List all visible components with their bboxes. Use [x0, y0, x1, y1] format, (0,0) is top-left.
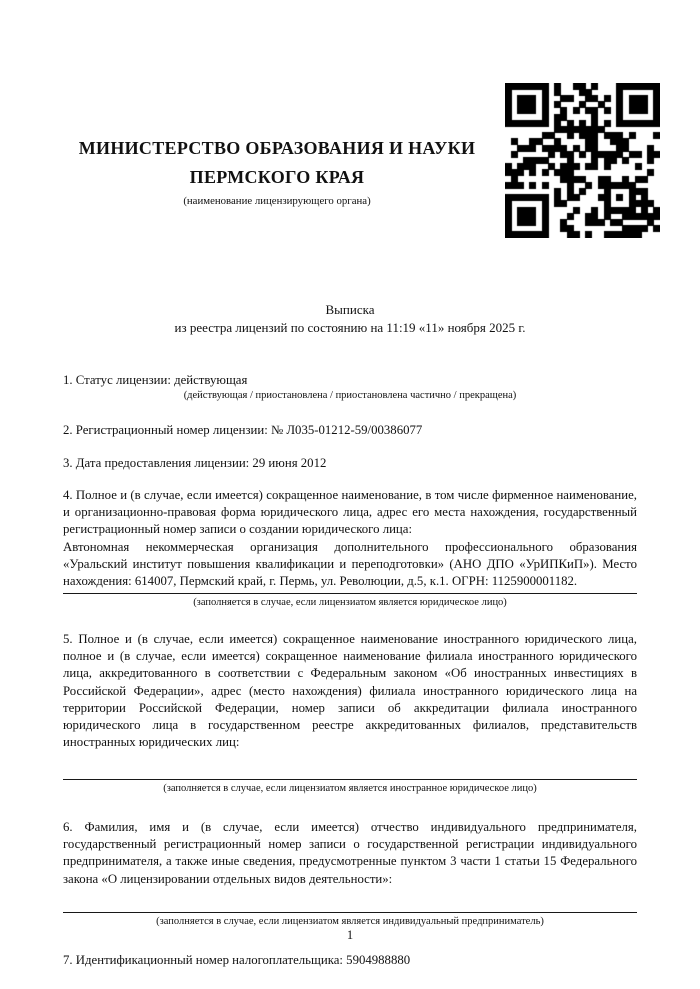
item-registration-number: [63, 422, 637, 439]
document-body: [63, 366, 637, 969]
ministry-caption: (наименование лицензирующего органа): [183, 195, 371, 207]
ministry-name-line2: ПЕРМСКОГО КРАЯ: [189, 167, 365, 187]
item-grant-date: [63, 455, 637, 472]
item-legal-entity: [63, 487, 637, 609]
license-status-text: 1. Статус лицензии: действующая: [63, 373, 248, 387]
legal-entity-value: Автономная некоммерческая организация дополнительного профессионального образования «Уральский институт повышения квалификации и переподготовки» (АНО ДПО «УрИПКиП»). Место нахождения: 614007, Пермский край, г. Пермь, ул. Революции, д.5, к.1. ОГРН: 1125900001182.: [63, 539, 637, 589]
item-foreign-entity: [63, 631, 637, 795]
document-title-line2: из реестра лицензий по состоянию на 11:19 «11» ноября 2025 г.: [174, 320, 526, 335]
individual-entrepreneur-label: 6. Фамилия, имя и (в случае, если имеется) отчество индивидуального предпринимателя, государственный регистрационный номер записи о государственной регистрации индивидуального предпринимателя, а также иные сведения, предусмотренные пунктом 3 части 1 статьи 15 Федерального закона «О лицензировании отдельных видов деятельности»:: [63, 819, 637, 886]
item-individual-entrepreneur: [63, 819, 637, 928]
qr-code-canvas: [505, 83, 660, 238]
qr-code-icon: [505, 83, 660, 238]
item-taxpayer-id: [63, 952, 637, 969]
ministry-name-line1: МИНИСТЕРСТВО ОБРАЗОВАНИЯ И НАУКИ: [78, 138, 476, 158]
foreign-entity-rule-caption: (заполняется в случае, если лицензиатом является иностранное юридическое лицо): [63, 779, 637, 795]
item-license-status: [63, 372, 637, 402]
grant-date-text: 3. Дата предоставления лицензии: 29 июня 2012: [63, 455, 327, 470]
page-number: 1: [346, 928, 354, 942]
legal-entity-rule-caption: (заполняется в случае, если лицензиатом является юридическое лицо): [63, 593, 637, 609]
document-title-line1: Выписка: [325, 302, 375, 317]
individual-entrepreneur-rule-caption: (заполняется в случае, если лицензиатом является индивидуальный предприниматель): [63, 912, 637, 928]
document-title: [63, 301, 637, 337]
registration-number-text: 2. Регистрационный номер лицензии: № Л035-01212-59/00386077: [63, 423, 423, 438]
license-status-options-caption: (действующая / приостановлена / приостановлена частично / прекращена): [183, 390, 517, 402]
taxpayer-id-text: 7. Идентификационный номер налогоплательщика: 5904988880: [63, 952, 411, 967]
licensing-authority-header: [63, 134, 491, 208]
legal-entity-label: 4. Полное и (в случае, если имеется) сокращенное наименование, в том числе фирменное наименование, и организационно-правовая форма юридического лица, адрес его места нахождения, государственный регистрационный номер записи о создании юридического лица:: [63, 487, 637, 537]
foreign-entity-label: 5. Полное и (в случае, если имеется) сокращенное наименование иностранного юридического лица, полное и (в случае, если имеется) сокращенное наименование филиала иностранного юридического лица, аккредитованного в соответствии с Федеральным законом «Об иностранных инвестициях в Российской Федерации», адрес (место нахождения) филиала иностранного юридического лица на территории Российской Федерации, номер записи об аккредитации филиала иностранного юридического лица в государственном реестре аккредитованных филиалов, представительств иностранных юридических лиц:: [63, 631, 637, 750]
